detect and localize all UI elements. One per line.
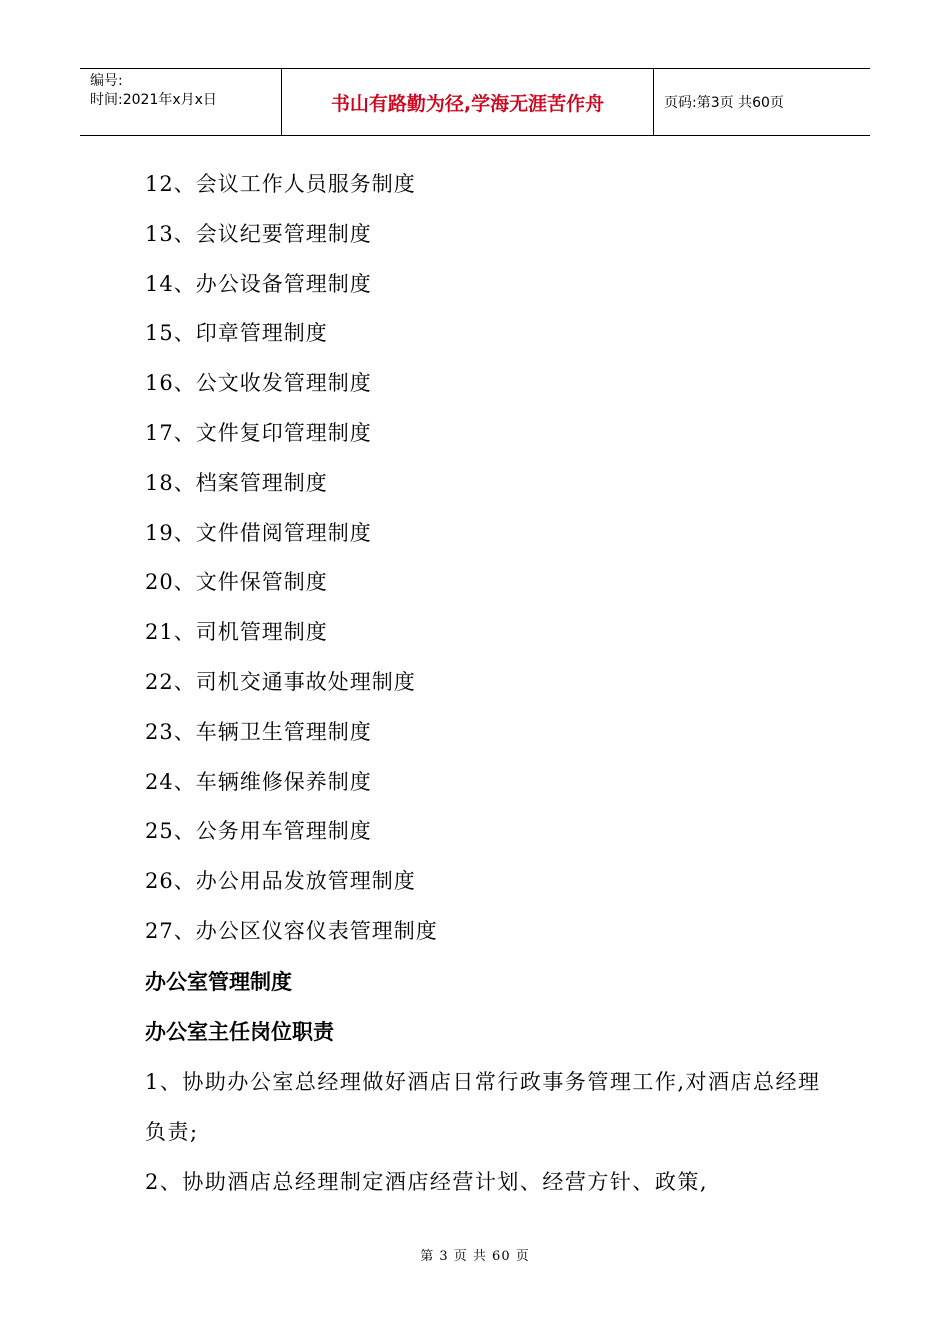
header-motto: 书山有路勤为径,学海无涯苦作舟: [282, 69, 654, 135]
list-item: 21、司机管理制度: [145, 620, 328, 645]
list-item: 14、办公设备管理制度: [145, 271, 372, 296]
list-item: 13、会议纪要管理制度: [145, 221, 372, 246]
list-item: 26、办公用品发放管理制度: [145, 869, 416, 894]
list-item: 18、档案管理制度: [145, 470, 328, 495]
page-header: [80, 68, 870, 136]
document-number-label: 编号:: [90, 73, 123, 89]
page-footer: 第 3 页 共 60 页: [420, 1249, 530, 1264]
subsection-title: 办公室主任岗位职责: [145, 1019, 334, 1044]
list-item: 12、会议工作人员服务制度: [145, 172, 416, 196]
list-item: 19、文件借阅管理制度: [145, 520, 372, 545]
section-title: 办公室管理制度: [145, 969, 292, 994]
list-item: 22、司机交通事故处理制度: [145, 669, 416, 694]
document-body: [145, 160, 825, 1207]
paragraph: 1、协助办公室总经理做好酒店日常行政事务管理工作,对酒店总经理负责;: [145, 1069, 821, 1144]
header-page-number: 页码:第3页 共60页: [664, 95, 784, 111]
paragraph: 2、协助酒店总经理制定酒店经营计划、经营方针、政策,: [145, 1169, 709, 1194]
list-item: 25、公务用车管理制度: [145, 819, 372, 844]
header-meta: [80, 69, 282, 135]
document-date: 时间:2021年x月x日: [90, 92, 217, 108]
list-item: 15、印章管理制度: [145, 321, 328, 346]
list-item: 20、文件保管制度: [145, 570, 328, 595]
list-item: 24、车辆维修保养制度: [145, 769, 372, 794]
list-item: 23、车辆卫生管理制度: [145, 719, 372, 744]
list-item: 27、办公区仪容仪表管理制度: [145, 918, 438, 943]
list-item: 16、公文收发管理制度: [145, 371, 372, 396]
list-item: 17、文件复印管理制度: [145, 420, 372, 445]
